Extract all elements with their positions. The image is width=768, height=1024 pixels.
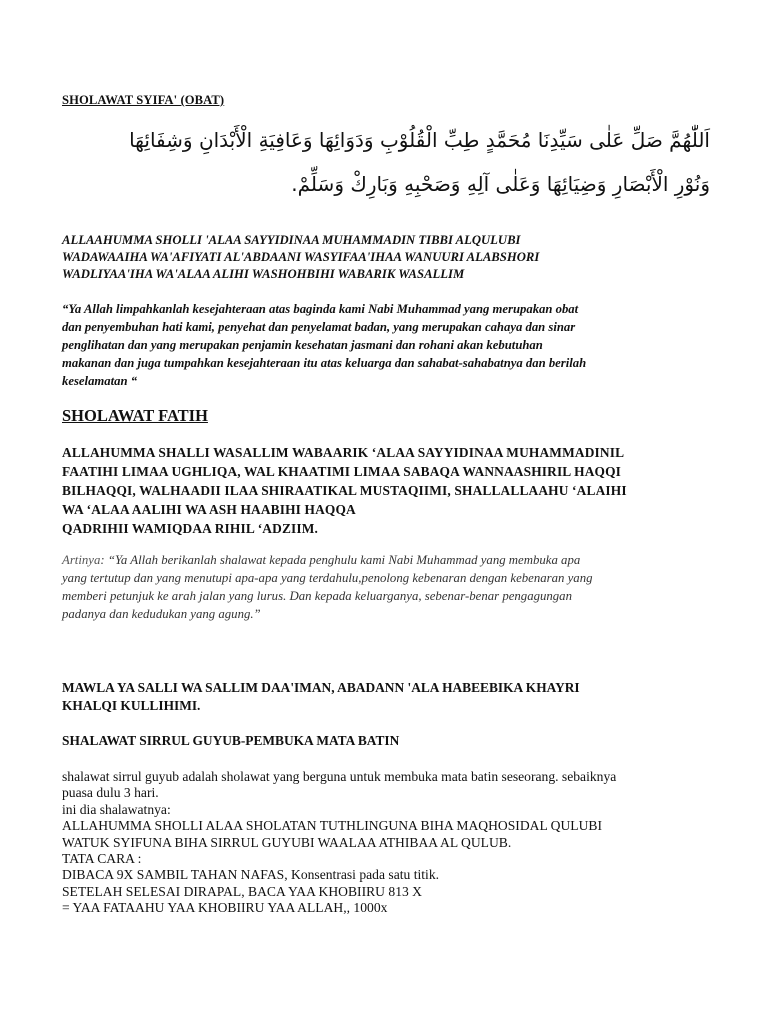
mawla-line-1: MAWLA YA SALLI WA SALLIM DAA'IMAN, ABADANN 'ALA HABEEBIKA KHAYRI — [62, 680, 580, 695]
sirrul-line-5: WATUK SYIFUNA BIHA SIRRUL GUYUBI WAALAA ATHIBAA AL QULUB. — [62, 834, 512, 850]
artinya-label: Artinya — [62, 553, 101, 567]
syifa-latin-line-2: WADAWAAIHA WA'AFIYATI AL'ABDAANI WASYIFAA'IHAA WANUURI ALABSHORI — [62, 250, 540, 264]
syifa-meaning-line-2: dan penyembuhan hati kami, penyehat dan penyelamat badan, yang merupakan cahaya dan sinar — [62, 320, 576, 334]
sirrul-body — [62, 769, 702, 917]
fatih-latin-line-3: BILHAQQI, WALHAADII ILAA SHIRAATIKAL MUSTAQIIMI, SHALLALLAAHU ‘ALAIHI — [62, 483, 627, 498]
sirrul-line-9: = YAA FATAAHU YAA KHOBIIRU YAA ALLAH,, 1000x — [62, 900, 388, 916]
arabic-line-1: اَللّٰهُمَّ صَلِّ عَلٰى سَيِّدِنَا مُحَمَّدٍ طِبِّ الْقُلُوْبِ وَدَوَائِهَا وَعَافِيَةِ الْأَبْدَانِ وَشِفَائِهَا — [129, 128, 710, 152]
sirrul-line-7: DIBACA 9X SAMBIL TAHAN NAFAS, Konsentrasi pada satu titik. — [62, 867, 440, 883]
sirrul-line-8: SETELAH SELESAI DIRAPAL, BACA YAA KHOBIIRU 813 X — [62, 883, 422, 899]
mawla-line-2: KHALQI KULLIHIMI. — [62, 698, 201, 713]
sirrul-line-2: puasa dulu 3 hari. — [62, 785, 159, 801]
syifa-meaning-line-1: “Ya Allah limpahkanlah kesejahteraan atas baginda kami Nabi Muhammad yang merupakan obat — [62, 302, 579, 316]
fatih-meaning-line-4: padanya dan kedudukan yang agung.” — [62, 607, 261, 621]
syifa-meaning-line-5: keselamatan “ — [62, 374, 138, 388]
syifa-arabic-text — [70, 118, 710, 206]
fatih-latin-line-2: FAATIHI LIMAA UGHLIQA, WAL KHAATIMI LIMAA SABAQA WANNAASHIRIL HAQQI — [62, 464, 622, 479]
syifa-meaning-line-4: makanan dan juga tumpahkan kesejahteraan itu atas keluarga dan sahabat-sahabatnya dan berilah — [62, 356, 587, 370]
fatih-meaning-line-1-text: : “Ya Allah berikanlah shalawat kepada penghulu kami Nabi Muhammad yang membuka apa — [100, 553, 581, 567]
sirrul-line-6: TATA CARA : — [62, 851, 142, 867]
fatih-latin-line-4: WA ‘ALAA AALIHI WA ASH HAABIHI HAQQA — [62, 502, 356, 517]
fatih-latin-line-1: ALLAHUMMA SHALLI WASALLIM WABAARIK ‘ALAA SAYYIDINAA MUHAMMADINIL — [62, 445, 625, 460]
syifa-latin-text — [62, 232, 702, 283]
sirrul-line-3: ini dia shalawatnya: — [62, 801, 171, 817]
fatih-title: SHOLAWAT FATIH — [62, 406, 208, 425]
mawla-text — [62, 679, 702, 715]
syifa-meaning-line-3: penglihatan dan yang merupakan penjamin kesehatan jasmani dan rohani akan kebutuhan — [62, 338, 543, 352]
sirrul-line-4: ALLAHUMMA SHOLLI ALAA SHOLATAN TUTHLINGUNA BIHA MAQHOSIDAL QULUBI — [62, 818, 603, 834]
syifa-title: SHOLAWAT SYIFA' (OBAT) — [62, 93, 225, 107]
sirrul-title: SHALAWAT SIRRUL GUYUB-PEMBUKA MATA BATIN — [62, 733, 400, 748]
fatih-meaning-line-3: memberi petunjuk ke arah jalan yang lurus. Dan kepada keluarganya, sebenar-benar pengagungan — [62, 589, 572, 603]
fatih-latin-text — [62, 443, 702, 538]
syifa-latin-line-3: WADLIYAA'IHA WA'ALAA ALIHI WASHOHBIHI WABARIK WASALLIM — [62, 267, 465, 281]
fatih-meaning — [62, 551, 702, 623]
arabic-line-2: وَنُوْرِ الْأَبْصَارِ وَضِيَائِهَا وَعَلٰى آلِهِ وَصَحْبِهِ وَبَارِكْ وَسَلِّمْ. — [291, 172, 710, 196]
syifa-meaning — [62, 300, 702, 390]
syifa-latin-line-1: ALLAAHUMMA SHOLLI 'ALAA SAYYIDINAA MUHAMMADIN TIBBI ALQULUBI — [62, 233, 521, 247]
fatih-latin-line-5: QADRIHII WAMIQDAA RIHIL ‘ADZIIM. — [62, 521, 319, 536]
fatih-meaning-line-1 — [62, 551, 702, 569]
sirrul-line-1: shalawat sirrul guyub adalah sholawat yang berguna untuk membuka mata batin seseorang. sebaiknya — [62, 769, 617, 784]
fatih-meaning-line-2: yang tertutup dan yang menutupi apa-apa yang terdahulu,penolong kebenaran dengan kebenaran yang — [62, 571, 593, 585]
